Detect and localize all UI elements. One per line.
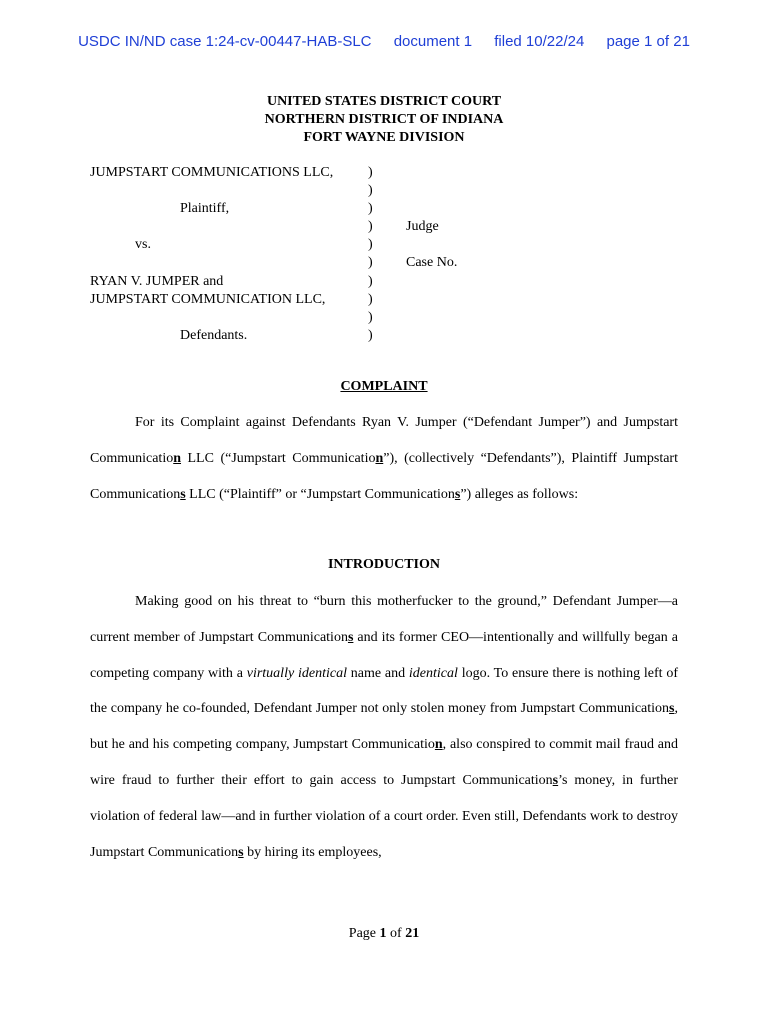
ecf-case-number: USDC IN/ND case 1:24-cv-00447-HAB-SLC xyxy=(78,33,372,50)
caption-parties xyxy=(90,164,370,345)
footer-total-pages: 21 xyxy=(405,926,420,941)
complaint-paragraph-1: For its Complaint against Defendants Ryan V. Jumper (“Defendant Jumper”) and Jumpstart Communication LLC (“Jumpstart Communication”), (collectively “Defendants”), Plaintiff Jumpstart Communications LLC (“Plaintiff” or “Jumpstart Communications”) alleges as follows: xyxy=(90,415,678,502)
court-line-2: NORTHERN DISTRICT OF INDIANA xyxy=(264,112,504,127)
caption-parentheses: ) ) ) ) ) ) ) ) ) ) xyxy=(368,165,373,343)
versus-label: vs. xyxy=(135,237,151,253)
introduction-paragraph: Making good on his threat to “burn this motherfucker to the ground,” Defendant Jumper—a current member of Jumpstart Communications and its former CEO—intentionally and willfully began a competing company with a virtually identical name and identical logo. To ensure there is nothing left of the company he co-founded, Defendant Jumper not only stolen money from Jumpstart Communications, but he and his competing company, Jumpstart Communication, also conspired to commit mail fraud and wire fraud to further their effort to gain access to Jumpstart Communications’s money, in further violation of federal law—and in further violation of a court order. Even still, Defendants work to destroy Jumpstart Communications by hiring its employees, xyxy=(90,594,679,860)
judge-label: Judge xyxy=(406,219,439,235)
footer-current-page: 1 xyxy=(379,926,387,941)
section-heading-introduction: INTRODUCTION xyxy=(327,557,440,572)
footer-of: of xyxy=(390,926,402,941)
ecf-header xyxy=(0,33,768,50)
page-footer xyxy=(0,926,768,942)
defendants-label: Defendants. xyxy=(180,327,248,343)
court-heading xyxy=(0,93,768,147)
court-line-1: UNITED STATES DISTRICT COURT xyxy=(266,94,502,109)
caption-case-info xyxy=(406,164,566,273)
plaintiff-name: JUMPSTART COMMUNICATIONS LLC, xyxy=(90,165,334,180)
ecf-document-number: document 1 xyxy=(393,33,473,50)
ecf-filed-date: filed 10/22/24 xyxy=(494,33,585,50)
defendant-name-1: RYAN V. JUMPER and xyxy=(90,273,224,289)
court-line-3: FORT WAYNE DIVISION xyxy=(303,130,465,145)
document-title: COMPLAINT xyxy=(340,379,428,394)
plaintiff-label: Plaintiff, xyxy=(180,201,230,217)
ecf-page-count: page 1 of 21 xyxy=(606,33,690,50)
defendant-name-2: JUMPSTART COMMUNICATION LLC, xyxy=(90,291,326,307)
case-number-label: Case No. xyxy=(406,255,458,271)
footer-page-prefix: Page xyxy=(348,926,377,941)
